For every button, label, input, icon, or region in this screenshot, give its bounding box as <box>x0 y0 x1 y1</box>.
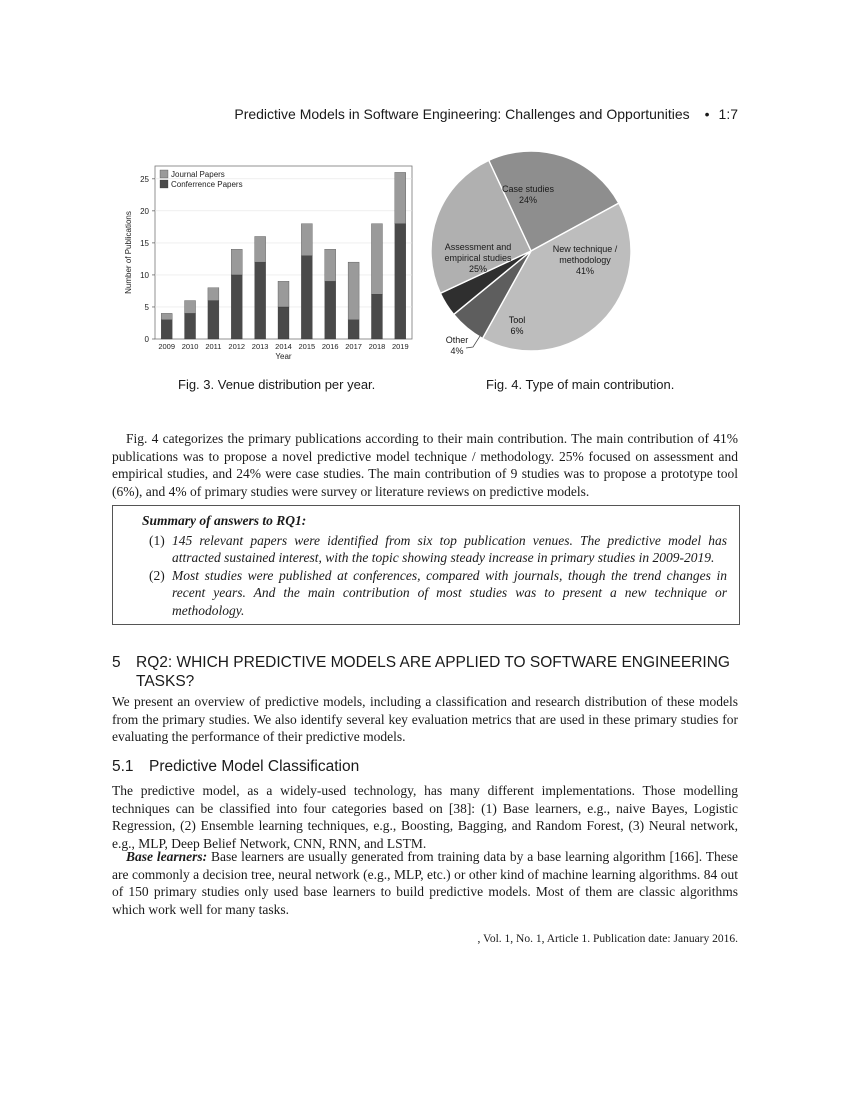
x-tick-label: 2019 <box>391 342 409 351</box>
y-tick-label: 0 <box>144 335 149 344</box>
legend-label: Conferrence Papers <box>171 180 243 189</box>
summary-item <box>125 532 727 567</box>
legend-swatch <box>160 180 168 188</box>
bar-conferrence-papers <box>161 320 172 339</box>
pie-percent-label: 41% <box>575 266 595 276</box>
bar-journal-papers <box>395 172 406 223</box>
section-5-heading <box>112 653 738 691</box>
fig3-caption: Fig. 3. Venue distribution per year. <box>178 377 376 392</box>
subsection-number: 5.1 <box>112 758 134 775</box>
pie-slice-label: Case studies <box>501 184 555 194</box>
bar-journal-papers <box>231 249 242 275</box>
bar-journal-papers <box>161 313 172 319</box>
x-tick-label: 2013 <box>251 342 269 351</box>
summary-item-number: (1) <box>149 532 165 548</box>
bar-conferrence-papers <box>371 294 382 339</box>
pie-slice-label: Assessment and <box>444 242 512 252</box>
x-tick-label: 2018 <box>368 342 386 351</box>
legend-label: Journal Papers <box>171 170 225 179</box>
summary-item-text: Most studies were published at conferences, compared with journals, though the trend changes in recent years. And the main contribution of most studies was to present a new technique or methodology. <box>172 567 727 618</box>
paragraph-base-learners <box>112 848 738 918</box>
y-tick-label: 20 <box>140 206 149 216</box>
bar-conferrence-papers <box>255 262 266 339</box>
bar-conferrence-papers <box>278 307 289 339</box>
pie-slice-label: Other <box>445 335 469 345</box>
section-title-line1: RQ2: WHICH PREDICTIVE MODELS ARE APPLIED TO SOFTWARE ENGINEERING <box>136 654 730 671</box>
bar-journal-papers <box>255 236 266 262</box>
rq1-summary-box <box>112 505 740 625</box>
x-tick-label: 2010 <box>181 342 199 351</box>
paragraph-overview: We present an overview of predictive models, including a classification and research distribution of these models from the primary studies. We also identify several key evaluation metrics that are used in these primary studies for evaluating the performance of their predictive models. <box>112 694 738 744</box>
y-tick-label: 5 <box>144 302 149 312</box>
y-tick-label: 10 <box>140 270 149 280</box>
bar-journal-papers <box>348 262 359 320</box>
header-bullet: • <box>704 106 710 122</box>
base-learners-lead: Base learners: <box>126 849 208 864</box>
section-5-1-heading <box>112 758 359 776</box>
y-axis-label: Number of Publications <box>124 211 133 294</box>
bar-conferrence-papers <box>395 224 406 339</box>
bar-journal-papers <box>371 224 382 294</box>
x-tick-label: 2014 <box>275 342 292 351</box>
summary-item-number: (2) <box>149 567 165 583</box>
bar-journal-papers <box>278 281 289 307</box>
legend-swatch <box>160 170 168 178</box>
x-tick-label: 2012 <box>228 342 246 351</box>
subsection-title: Predictive Model Classification <box>149 758 360 775</box>
summary-item <box>125 567 727 620</box>
contribution-pie-chart <box>420 140 745 368</box>
x-tick-label: 2017 <box>345 342 362 351</box>
summary-title: Summary of answers to RQ1: <box>142 513 307 528</box>
venue-bar-chart <box>112 156 417 366</box>
bar-journal-papers <box>325 249 336 281</box>
bar-conferrence-papers <box>208 301 219 339</box>
bar-journal-papers <box>208 288 219 301</box>
base-learners-text: Base learners are usually generated from training data by a base learning algorithm [166]. These are commonly a decision tree, neural network (e.g., MLP, etc.) or other kind of machine learning algorithms. 84 out of 150 primary studies only used base learners to build predictive models. Most of them are classic algorithms which work well for many tasks. <box>112 849 739 917</box>
pie-percent-label: 25% <box>468 264 488 274</box>
bar-journal-papers <box>185 301 196 314</box>
x-tick-label: 2011 <box>205 342 222 351</box>
page-number: 1:7 <box>718 106 738 122</box>
bar-journal-papers <box>301 224 312 256</box>
bar-conferrence-papers <box>301 256 312 339</box>
running-header <box>0 106 738 122</box>
page-footer: , Vol. 1, No. 1, Article 1. Publication date: January 2016. <box>477 933 738 945</box>
y-tick-label: 15 <box>140 238 149 248</box>
x-tick-label: 2009 <box>158 342 176 351</box>
y-tick-label: 25 <box>140 174 149 184</box>
pie-slice-label: Tool <box>508 315 526 325</box>
header-title: Predictive Models in Software Engineering: Challenges and Opportunities <box>234 106 690 122</box>
pie-slice-label: empirical studies <box>444 253 512 263</box>
section-title-line2: TASKS? <box>136 673 195 690</box>
fig4-caption: Fig. 4. Type of main contribution. <box>486 377 675 392</box>
section-number: 5 <box>112 654 121 671</box>
bar-conferrence-papers <box>185 313 196 339</box>
bar-conferrence-papers <box>325 281 336 339</box>
pie-percent-label: 24% <box>518 195 538 205</box>
pie-slice-label: New technique / <box>552 244 618 254</box>
summary-item-text: 145 relevant papers were identified from six top publication venues. The predictive model has attracted sustained interest, with the topic showing steady increase in primary studies in 2009-2019. <box>172 532 727 565</box>
paragraph-contribution: Fig. 4 categorizes the primary publications according to their main contribution. The main contribution of 41% publications was to propose a novel predictive model technique / methodology. 25% focused on assessment and empirical studies, and 24% were case studies. The main contribution of 9 studies was to propose a prototype tool (6%), and 4% of primary studies were survey or literature reviews on predictive models. <box>112 431 738 499</box>
paragraph-classification: The predictive model, as a widely-used technology, has many different implementations. Those modelling techniques can be classified into four categories based on [38]: (1) Base learners, e.g., naive Bayes, Logistic Regression, (2) Ensemble learning techniques, e.g., Boosting, Bagging, and Random Forest, (3) Neural network, e.g., MLP, Deep Belief Network, CNN, RNN, and LSTM. <box>112 783 738 851</box>
x-tick-label: 2015 <box>298 342 316 351</box>
pie-percent-label: 4% <box>450 346 464 356</box>
x-tick-label: 2016 <box>321 342 339 351</box>
pie-slice-label: methodology <box>559 255 611 265</box>
bar-conferrence-papers <box>348 320 359 339</box>
bar-conferrence-papers <box>231 275 242 339</box>
x-axis-label: Year <box>275 352 292 361</box>
summary-list <box>125 532 727 620</box>
pie-percent-label: 6% <box>510 326 524 336</box>
